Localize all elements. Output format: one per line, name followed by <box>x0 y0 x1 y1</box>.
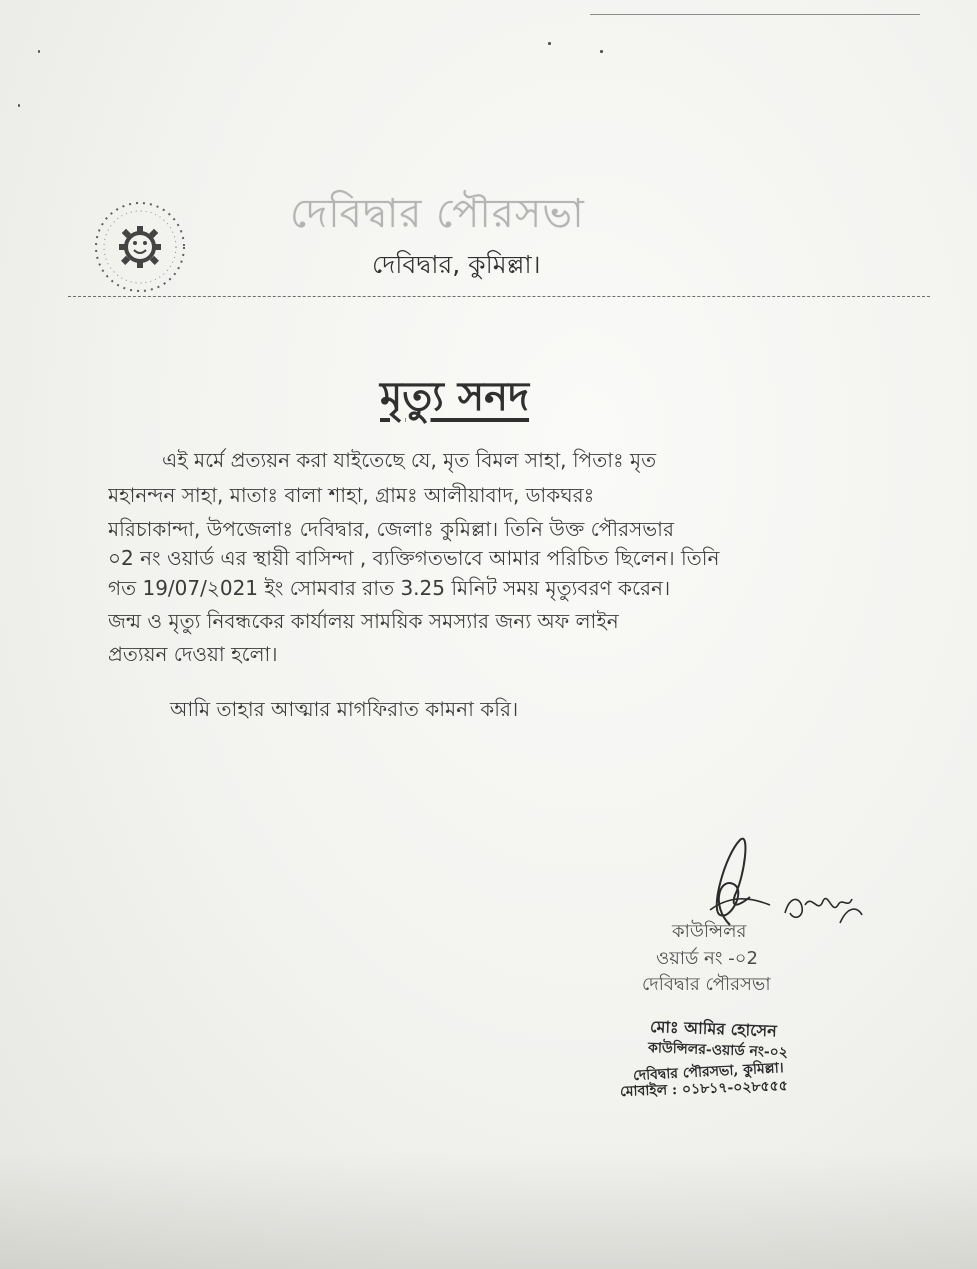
body-line: জন্ম ও মৃত্যু নিবন্ধকের কার্যালয় সাময়িক সমস্যার জন্য অফ লাইন <box>108 609 619 633</box>
signatory-designation: কাউন্সিলর <box>672 921 747 942</box>
signatory-office: দেবিদ্বার পৌরসভা <box>642 974 771 995</box>
municipality-seal <box>93 200 187 294</box>
stamp-name: মোঃ আমির হোসেন <box>649 1016 778 1041</box>
body-line: প্রত্যয়ন দেওয়া হলো। <box>108 642 278 666</box>
header-divider <box>68 296 930 297</box>
shadow <box>0 1150 977 1269</box>
speck <box>18 104 20 107</box>
speck <box>600 50 603 53</box>
speck <box>548 42 551 45</box>
body-line: মহানন্দন সাহা, মাতাঃ বালা শাহা, গ্রামঃ আলীয়াবাদ, ডাকঘরঃ <box>108 483 595 507</box>
closing-remark: আমি তাহার আত্মার মাগফিরাত কামনা করি। <box>170 697 519 721</box>
body-line: এই মর্মে প্রত্যয়ন করা যাইতেছে যে, মৃত বিমল সাহা, পিতাঃ মৃত <box>162 448 657 472</box>
top-fold-line <box>590 14 920 15</box>
speck <box>38 50 40 53</box>
body-line: মরিচাকান্দা, উপজেলাঃ দেবিদ্বার, জেলাঃ কুমিল্লা। তিনি উক্ত পৌরসভার <box>108 517 674 541</box>
stamp-office: দেবিদ্বার পৌরসভা, কুমিল্লা। <box>632 1060 785 1085</box>
municipality-address: দেবিদ্বার, কুমিল্লা। <box>372 250 541 279</box>
signatory-ward: ওয়ার্ড নং -০2 <box>656 948 758 969</box>
stamp-title: কাউন্সিলর-ওয়ার্ড নং-০২ <box>647 1039 789 1061</box>
stamp-mobile: মোবাইল : ০১৮১৭-০২৮৫৫৫ <box>619 1078 789 1101</box>
municipality-name: দেবিদ্বার পৌরসভা <box>290 191 585 237</box>
document-title: মৃত্যু সনদ <box>380 373 530 420</box>
body-line: ০2 নং ওয়ার্ড এর স্থায়ী বাসিন্দা , ব্যক্তিগতভাবে আমার পরিচিত ছিলেন। তিনি <box>108 546 720 570</box>
body-line: গত 19/07/২021 ইং সোমবার রাত 3.25 মিনিট সময় মৃত্যুবরণ করেন। <box>108 576 671 600</box>
